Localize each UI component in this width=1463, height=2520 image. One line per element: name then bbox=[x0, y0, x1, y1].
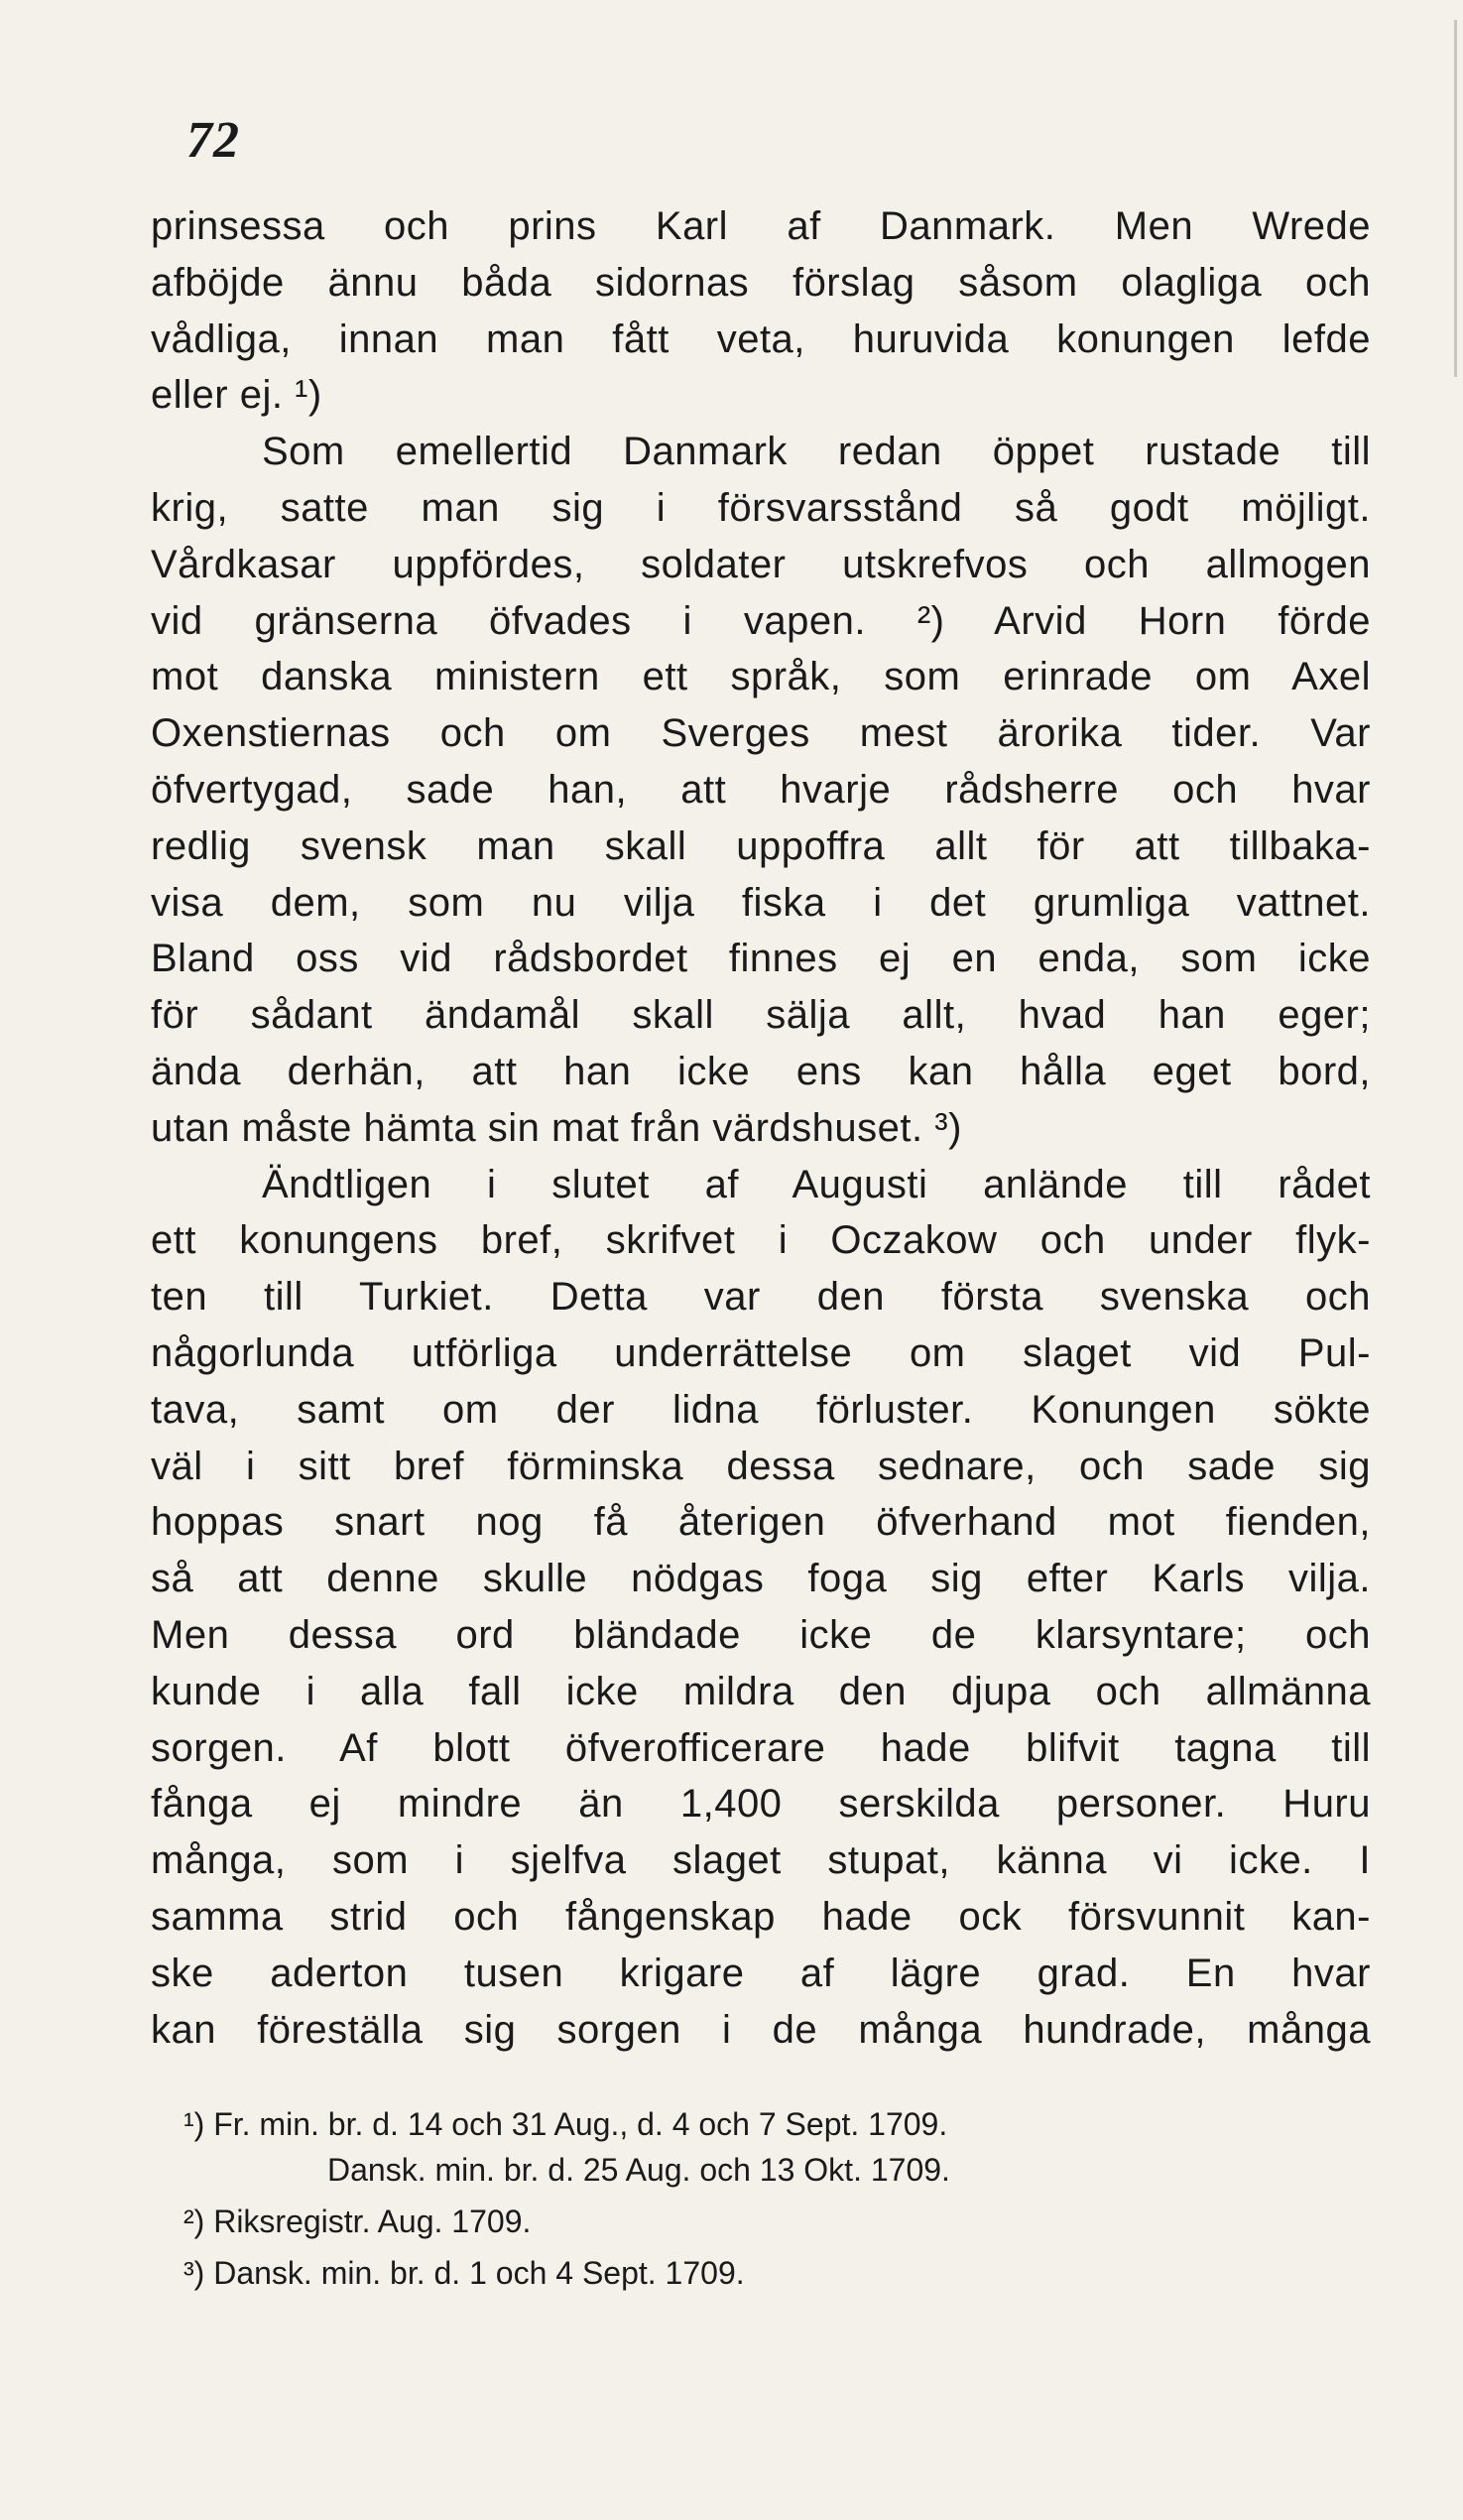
body-text bbox=[151, 198, 1371, 2058]
text-line: samma strid och fångenskap hade ock försvunnit kan- bbox=[151, 1894, 1371, 1939]
text-line: ända derhän, att han icke ens kan hålla eget bord, bbox=[151, 1049, 1371, 1093]
text-line: prinsessa och prins Karl af Danmark. Men Wrede bbox=[151, 204, 1371, 248]
footnote: ²) Riksregistr. Aug. 1709. bbox=[183, 2204, 532, 2239]
text-line: för sådant ändamål skall sälja allt, hvad han eger; bbox=[151, 993, 1371, 1038]
footnote-continuation-text: Dansk. min. br. d. 25 Aug. och 13 Okt. 1709. bbox=[327, 2152, 950, 2188]
text-line: kunde i alla fall icke mildra den djupa och allmänna bbox=[151, 1669, 1371, 1713]
text-line: kan föreställa sig sorgen i de många hundrade, många bbox=[151, 2007, 1371, 2052]
text-line: afböjde ännu båda sidornas förslag såsom olagliga och bbox=[151, 260, 1371, 305]
text-line: fånga ej mindre än 1,400 serskilda personer. Huru bbox=[151, 1782, 1371, 1827]
text-line: så att denne skulle nödgas foga sig efter Karls vilja. bbox=[151, 1557, 1371, 1601]
text-line: Vårdkasar uppfördes, soldater utskrefvos och allmogen bbox=[151, 542, 1371, 586]
text-line: hoppas snart nog få återigen öfverhand mot fienden, bbox=[151, 1500, 1371, 1545]
text-line: redlig svensk man skall uppoffra allt för att tillbaka- bbox=[151, 823, 1371, 868]
text-line: sorgen. Af blott öfverofficerare hade blifvit tagna till bbox=[151, 1725, 1371, 1770]
text-line: vådliga, innan man fått veta, huruvida konungen lefde bbox=[151, 316, 1371, 361]
text-line: tava, samt om der lidna förluster. Konungen sökte bbox=[151, 1387, 1371, 1432]
text-line: eller ej. ¹) bbox=[151, 373, 322, 418]
text-line: vid gränserna öfvades i vapen. ²) Arvid Horn förde bbox=[151, 598, 1371, 643]
text-line: utan måste hämta sin mat från värdshuset. ³) bbox=[151, 1105, 962, 1150]
text-line: många, som i sjelfva slaget stupat, känna vi icke. I bbox=[151, 1838, 1371, 1883]
text-line: Som emellertid Danmark redan öppet rustade till bbox=[262, 430, 1371, 474]
page-number: 72 bbox=[186, 112, 240, 169]
text-line: Bland oss vid rådsbordet finnes ej en enda, som icke bbox=[151, 937, 1371, 981]
text-line: Oxenstiernas och om Sverges mest ärorika tider. Var bbox=[151, 711, 1371, 756]
text-line: mot danska ministern ett språk, som erinrade om Axel bbox=[151, 655, 1371, 699]
text-line: öfvertygad, sade han, att hvarje rådsherre och hvar bbox=[151, 767, 1371, 812]
text-line: ett konungens bref, skrifvet i Oczakow och under flyk- bbox=[151, 1218, 1371, 1263]
footnote: ³) Dansk. min. br. d. 1 och 4 Sept. 1709. bbox=[183, 2255, 745, 2291]
footnote: ¹) Fr. min. br. d. 14 och 31 Aug., d. 4 och 7 Sept. 1709. bbox=[183, 2106, 948, 2142]
footnote-continuation bbox=[183, 2147, 1374, 2193]
text-line: väl i sitt bref förminska dessa sednare, och sade sig bbox=[151, 1444, 1371, 1488]
text-line: Men dessa ord bländade icke de klarsyntare; och bbox=[151, 1612, 1371, 1657]
text-line: ske aderton tusen krigare af lägre grad. En hvar bbox=[151, 1951, 1371, 1995]
footnotes bbox=[183, 2101, 1374, 2296]
text-line: visa dem, som nu vilja fiska i det grumliga vattnet. bbox=[151, 880, 1371, 925]
text-line: ten till Turkiet. Detta var den första svenska och bbox=[151, 1275, 1371, 1320]
text-line: någorlunda utförliga underrättelse om slaget vid Pul- bbox=[151, 1330, 1371, 1375]
page-edge-shadow bbox=[1454, 20, 1457, 377]
text-line: Ändtligen i slutet af Augusti anlände till rådet bbox=[262, 1162, 1371, 1206]
text-line: krig, satte man sig i försvarsstånd så godt möjligt. bbox=[151, 485, 1371, 530]
